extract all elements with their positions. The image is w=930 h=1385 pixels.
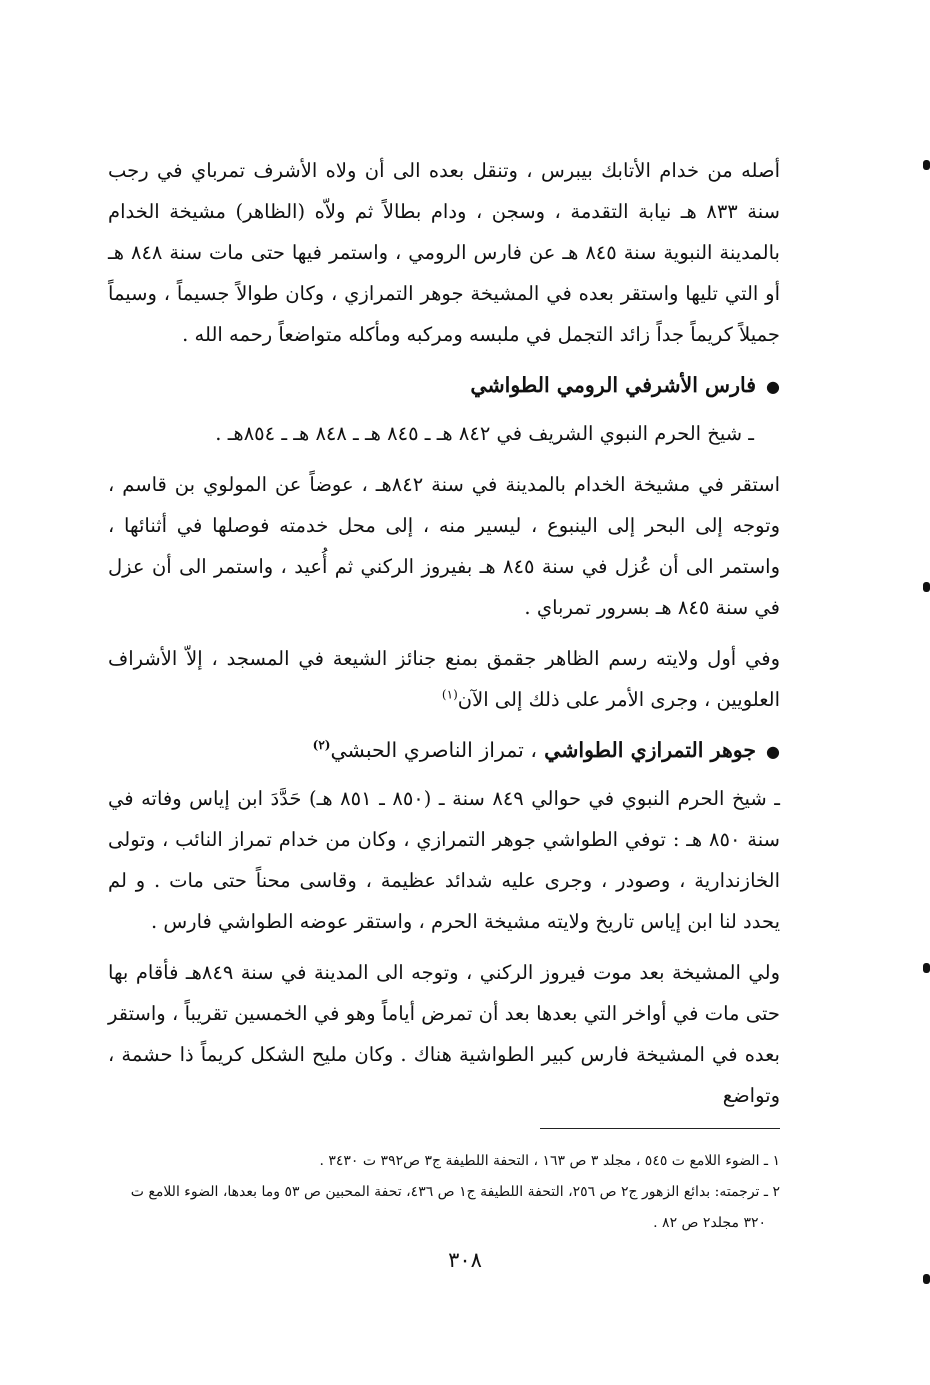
scan-mark <box>923 963 930 973</box>
paragraph-2: ـ شيخ الحرم النبوي الشريف في ٨٤٢ هـ ـ ٨٤٥ هـ ـ ٨٤٨ هـ ـ ٨٥٤هـ . <box>215 422 754 445</box>
footnote-ref: (٢) <box>312 738 331 753</box>
scan-mark <box>923 582 930 592</box>
page-body <box>108 150 780 1126</box>
entry-heading-jawhar <box>108 730 780 772</box>
entry-subtitle: ، تمراز الناصري الحبشي <box>330 738 537 762</box>
paragraph-5: ـ شيخ الحرم النبوي في حوالي ٨٤٩ سنة ـ (٨٥٠ ـ ٨٥١ هـ) حَدَّدَ ابن إياس وفاته في سنة ٨٥٠ هـ : توفي الطواشي جوهر التمرازي ، وكان من خدام تمراز النائب ، وتولى الخازندارية ، وصودر ، وجرى عليه شدائد عظيمة ، وقاسى محناً حتى مات . و لم يحدد لنا ابن إياس تاريخ ولايته مشيخة الحرم ، واستقر عوضه الطواشي فارس . <box>108 787 780 933</box>
paragraph-4-text: وفي أول ولايته رسم الظاهر جقمق بمنع جنائز الشيعة في المسجد ، إلاّ الأشراف العلويين ، وجرى الأمر على ذلك إلى الآن <box>108 647 780 711</box>
footnote-ref: (١) <box>441 687 458 702</box>
footnotes <box>108 1148 780 1241</box>
bullet-icon: ● <box>766 742 780 761</box>
entry-title: فارس الأشرفي الرومي الطواشي <box>470 373 757 397</box>
paragraph-4 <box>108 638 780 720</box>
scan-mark <box>923 160 930 170</box>
footnote-2: ٢ ـ ترجمته: بدائع الزهور ج٢ ص ٢٥٦، التحفة اللطيفة ج١ ص ٤٣٦، تحفة المحبين ص ٥٣ وما بعدها، الضوء اللامع ت <box>130 1184 780 1200</box>
page-number: ٣٠٨ <box>448 1248 482 1272</box>
entry-heading-fares <box>108 365 780 407</box>
footnote-divider <box>540 1128 780 1129</box>
paragraph-1: أصله من خدام الأتابك بيبرس ، وتنقل بعده الى أن ولاه الأشرف تمرباي في رجب سنة ٨٣٣ هـ نيابة التقدمة ، وسجن ، ودام بطالاً ثم ولاّه (الظاهر) مشيخة الخدام بالمدينة النبوية سنة ٨٤٥ هـ عن فارس الرومي ، واستمر فيها حتى مات سنة ٨٤٨ هـ أو التي تليها واستقر بعده في المشيخة جوهر التمرازي ، وكان طوالاً جسيماً ، وسيماً جميلاً كريماً جداً زائد التجمل في ملبسه ومركبه ومأكله متواضعاً رحمه الله . <box>108 159 780 346</box>
scan-mark <box>923 1274 930 1284</box>
footnote-2-continuation: ٣٢٠ مجلد٢ ص ٨٢ . <box>653 1215 766 1231</box>
paragraph-6: ولي المشيخة بعد موت فيروز الركني ، وتوجه الى المدينة في سنة ٨٤٩هـ فأقام بها حتى مات في أواخر التي بعدها بعد أن تمرض أياماً وهو في الخمسين تقريباً ، واستقر بعده في المشيخة فارس كبير الطواشية هناك . وكان مليح الشكل كريماً ذا حشمة ، وتواضع <box>108 961 780 1107</box>
footnote-1: ١ ـ الضوء اللامع ت ٥٤٥ ، مجلد ٣ ص ١٦٣ ، التحفة اللطيفة ج٣ ص٣٩٢ ت ٣٤٣٠ . <box>319 1153 780 1169</box>
bullet-icon: ● <box>766 377 780 396</box>
paragraph-3: استقر في مشيخة الخدام بالمدينة في سنة ٨٤٢هـ ، عوضاً عن المولوي بن قاسم ، وتوجه إلى البحر إلى الينبوع ، ليسير منه ، إلى محل خدمته فوصلها في أثنائها ، واستمر الى أن عُزل في سنة ٨٤٥ هـ بفيروز الركني ثم أُعيد ، واستمر الى أن عزل في سنة ٨٤٥ هـ بسرور تمرباي . <box>108 473 780 619</box>
entry-title: جوهر التمرازي الطواشي <box>544 738 757 762</box>
